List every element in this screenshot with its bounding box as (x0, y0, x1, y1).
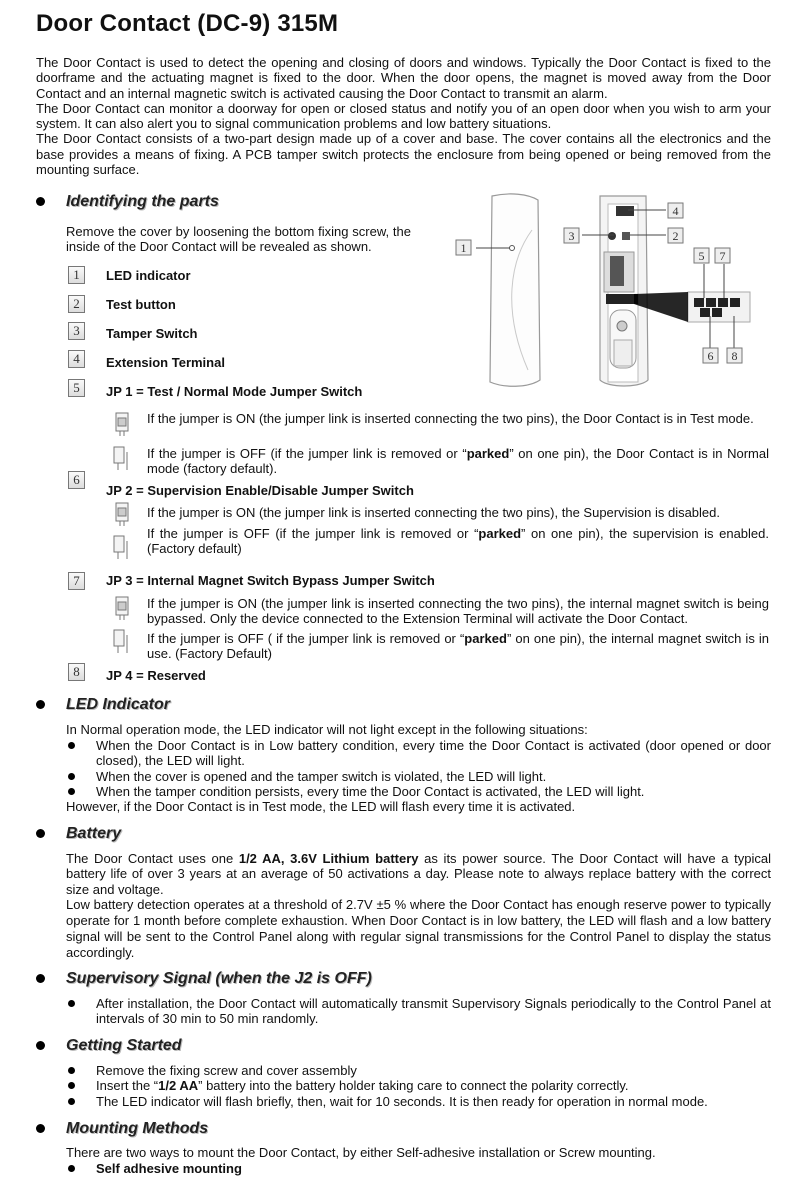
list-item: When the cover is opened and the tamper switch is violated, the LED will light. (66, 769, 771, 784)
battery-paragraph: Low battery detection operates at a threshold of 2.7V ±5 % where the Door Contact has enough reserve power to typically operate for 1 month before complete exhaustion. When Door Contact is in low battery, the LED will flash and a low battery signal will be sent to the Control Panel along with regular signal transmissions for the Control Panel to display the status accordingly. (66, 896, 771, 960)
part-number-badge: 1 (68, 266, 85, 284)
jp2-off-text: If the jumper is OFF (if the jumper link is removed or “parked” on one pin), the supervision is enabled. (Factory default) (147, 526, 769, 557)
diagram-label-2: 2 (672, 229, 679, 243)
section-heading-getting-started: Getting Started (36, 1038, 182, 1053)
jumper-on-icon (112, 594, 132, 622)
part-number-badge: 2 (68, 295, 85, 313)
part-number-badge: 5 (68, 379, 85, 397)
jp1-off-text: If the jumper is OFF (if the jumper link is removed or “parked” on one pin), the Door Contact is in Normal mode (factory default). (147, 446, 769, 477)
list-item: When the Door Contact is in Low battery condition, every time the Door Contact is activated (door opened or door closed), the LED will light. (66, 738, 771, 769)
section-heading-identifying: Identifying the parts (36, 194, 219, 209)
intro-paragraph: The Door Contact consists of a two-part design made up of a cover and base. The cover contains all the electronics and the base provides a means of fixing. A PCB tamper switch protects the enclosure from being opened or being removed from the mounting surface. (36, 131, 771, 178)
led-intro: In Normal operation mode, the LED indicator will not light except in the following situations: (66, 722, 588, 737)
page-title: Door Contact (DC-9) 315M (36, 10, 339, 37)
part-label: JP 3 = Internal Magnet Switch Bypass Jumper Switch (106, 573, 435, 588)
led-list (66, 738, 771, 799)
list-item: After installation, the Door Contact will automatically transmit Supervisory Signals periodically to the Control Panel at intervals of 30 min to 50 min randomly. (66, 996, 771, 1027)
diagram-label-5: 5 (698, 249, 705, 263)
diagram-label-7: 7 (719, 249, 726, 263)
bullet-icon (36, 1124, 45, 1133)
jumper-on-icon (112, 410, 132, 438)
list-item: Remove the fixing screw and cover assembly (66, 1063, 771, 1078)
jp2-on-text: If the jumper is ON (the jumper link is inserted connecting the two pins), the Supervision is disabled. (147, 505, 720, 520)
list-item: The LED indicator will flash briefly, then, wait for 10 seconds. It is then ready for operation in normal mode. (66, 1094, 771, 1109)
part-number-badge: 3 (68, 322, 85, 340)
supervisory-list (66, 996, 771, 1027)
jp1-on-text: If the jumper is ON (the jumper link is inserted connecting the two pins), the Door Contact is in Test mode. (147, 411, 754, 426)
list-item: Self adhesive mounting (66, 1161, 771, 1176)
part-number-badge: 7 (68, 572, 85, 590)
diagram-label-6: 6 (707, 349, 714, 363)
jumper-off-icon (112, 533, 132, 561)
intro-section (36, 55, 771, 177)
section-heading-led: LED Indicator (36, 697, 170, 712)
jp3-on-text: If the jumper is ON (the jumper link is inserted connecting the two pins), the internal magnet switch is being bypassed. Only the device connected to the Extension Terminal will activate the Door Contact. (147, 596, 769, 627)
part-label: Extension Terminal (106, 355, 225, 370)
bullet-icon (36, 829, 45, 838)
jumper-off-icon (112, 627, 132, 655)
bullet-icon (36, 974, 45, 983)
diagram-label-4: 4 (672, 204, 679, 218)
led-outro: However, if the Door Contact is in Test mode, the LED will flash every time it is activated. (66, 799, 576, 814)
jumper-off-icon (112, 444, 132, 472)
part-number-badge: 8 (68, 663, 85, 681)
intro-paragraph: The Door Contact is used to detect the opening and closing of doors and windows. Typically the Door Contact is fixed to the doorframe and the actuating magnet is fixed to the door. When the door opens, the magnet is moved away from the Door Contact and an internal magnetic switch is activated causing the Door Contact to transmit an alarm. (36, 55, 771, 101)
mounting-text: There are two ways to mount the Door Contact, by either Self-adhesive installation or Screw mounting. (66, 1145, 656, 1160)
getting-started-list (66, 1063, 771, 1109)
jumper-on-icon (112, 500, 132, 528)
section-heading-battery: Battery (36, 826, 121, 841)
part-label: Test button (106, 297, 176, 312)
part-label: LED indicator (106, 268, 191, 283)
diagram-label-8: 8 (731, 349, 738, 363)
part-label: Tamper Switch (106, 326, 198, 341)
list-item: Insert the “1/2 AA” battery into the battery holder taking care to connect the polarity correctly. (66, 1078, 771, 1093)
list-item: When the tamper condition persists, every time the Door Contact is activated, the LED will light. (66, 784, 771, 799)
bullet-icon (36, 197, 45, 206)
door-contact-diagram (450, 190, 772, 398)
intro-paragraph: The Door Contact can monitor a doorway for open or closed status and notify you of an open door when you wish to arm your system. It can also alert you to signal communication problems and low battery situations. (36, 100, 771, 132)
section-heading-supervisory: Supervisory Signal (when the J2 is OFF) (36, 971, 372, 986)
identifying-text: Remove the cover by loosening the bottom fixing screw, the inside of the Door Contact will be revealed as shown. (66, 224, 411, 255)
battery-paragraph: The Door Contact uses one 1/2 AA, 3.6V Lithium battery as its power source. The Door Contact will have a typical battery life of over 3 years at an average of 50 activations a day. Please note to always replace battery with the correct size and voltage. (66, 851, 772, 897)
jp3-off-text: If the jumper is OFF ( if the jumper link is removed or “parked” on one pin), the internal magnet switch is in use. (Factory Default) (147, 631, 770, 662)
part-label: JP 1 = Test / Normal Mode Jumper Switch (106, 384, 363, 399)
part-label: JP 4 = Reserved (106, 668, 206, 683)
mounting-list (66, 1161, 771, 1176)
part-number-badge: 6 (68, 471, 85, 489)
part-number-badge: 4 (68, 350, 85, 368)
bullet-icon (36, 1041, 45, 1050)
diagram-label-1: 1 (460, 241, 467, 255)
battery-text (66, 851, 771, 961)
bullet-icon (36, 700, 45, 709)
part-label: JP 2 = Supervision Enable/Disable Jumper Switch (106, 483, 414, 498)
diagram-label-3: 3 (568, 229, 575, 243)
section-heading-mounting: Mounting Methods (36, 1121, 208, 1136)
